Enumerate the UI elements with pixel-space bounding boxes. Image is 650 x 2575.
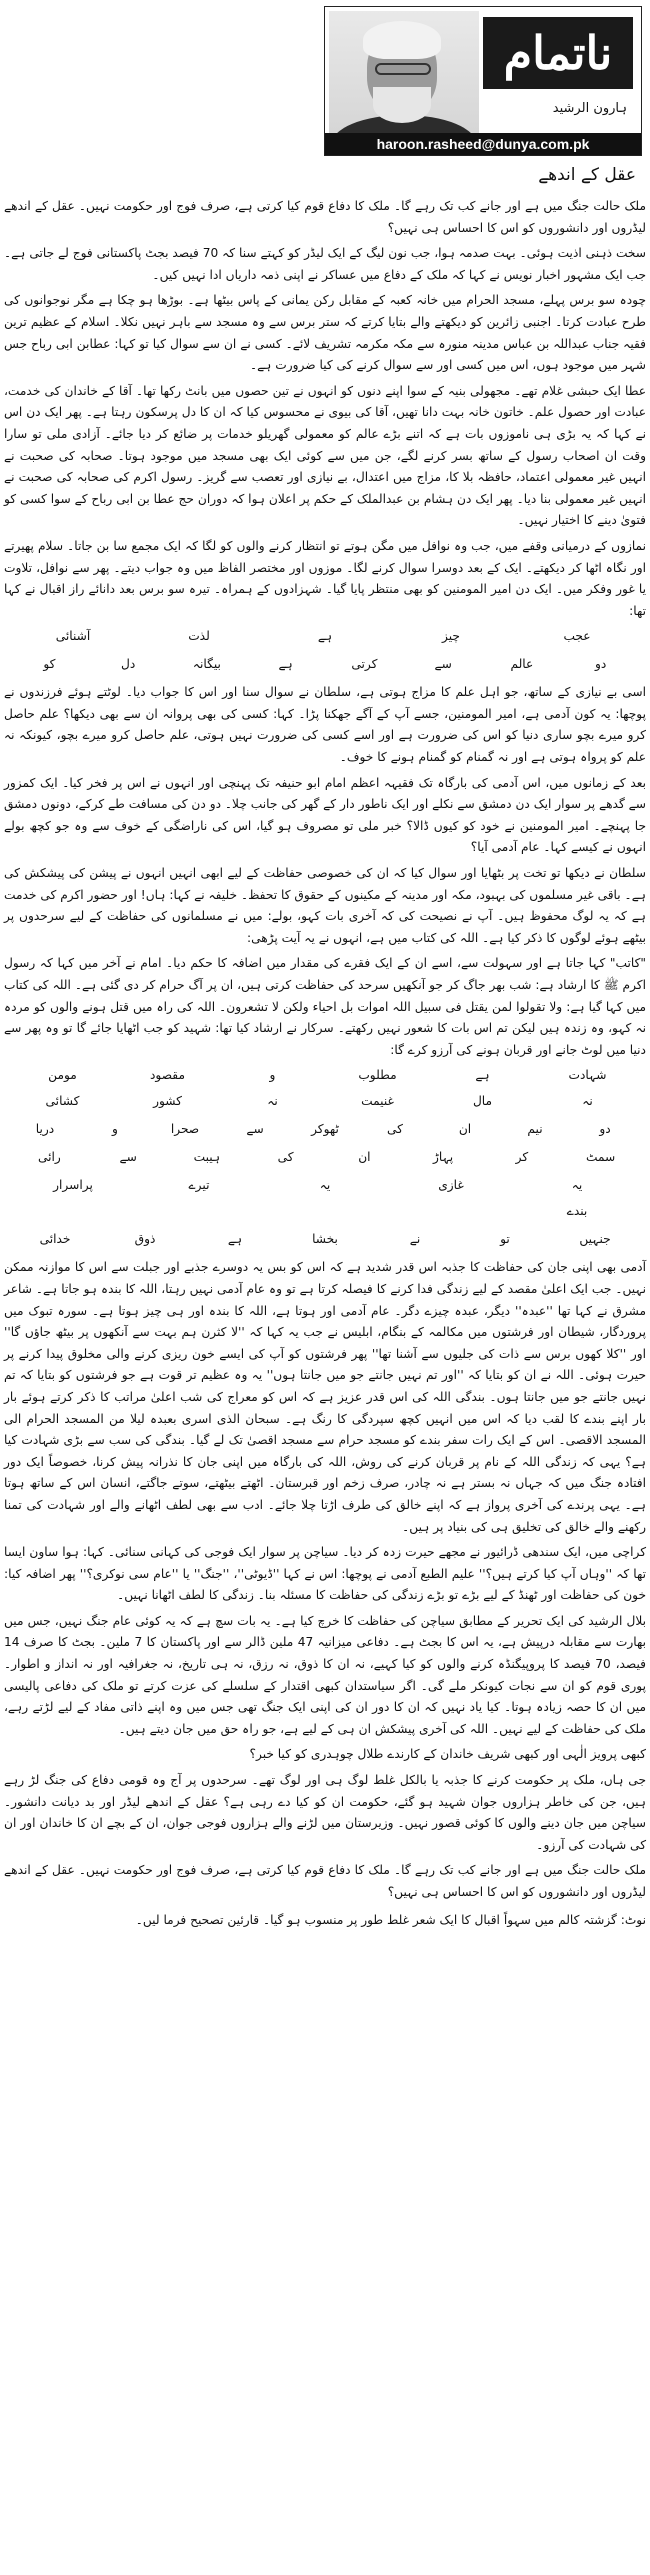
verse-word: ہیبت <box>193 1150 221 1165</box>
verse-two-line-three <box>10 1119 640 1139</box>
paragraph: اسی بے نیازی کے ساتھ، جو اہل علم کا مزاج ہوتی ہے، سلطان نے سوال سنا اور اس کا جواب دیا۔ لوٹتے ہوئے فرزندوں نے پوچھا: یہ کون آدمی ہے، امیر المومنین، جسے آپ کے آگے جھکنا پڑا۔ کہا: کسی کی بھی پروانہ ان سے بھی دیکھا؟ علم حاصل کرو میرے بچو ساری دنیا کو اس کی ضرورت ہے اور اسے کسی کی ضرورت نہیں ہوتی، علم حاصل کرو میرے بچو، کیونکہ نہ علم کو پرواہ ہوتی ہے اور نہ گمنام کو گمنام ہونے کا خوف۔ <box>4 685 646 765</box>
author-name: ہارون الرشید <box>552 101 627 116</box>
verse-word: عجب <box>563 629 591 644</box>
verse-word: کرتی <box>351 657 378 672</box>
verse-word: نہ <box>267 1094 278 1109</box>
verse-word: کر <box>515 1150 529 1165</box>
verse-word: بخشا <box>312 1232 338 1247</box>
verse-word: صحرا <box>170 1122 200 1137</box>
paragraph: ملک حالت جنگ میں ہے اور جانے کب تک رہے گا۔ ملک کا دفاع قوم کیا کرتی ہے، صرف فوج اور حکومت نہیں۔ عقل کے اندھے لیڈروں اور دانشوروں کو اس کا احساس ہی نہیں؟ <box>4 199 646 235</box>
verse-word: نے <box>409 1232 421 1247</box>
paragraph: جی ہاں، ملک پر حکومت کرنے کا جذبہ یا بالکل غلط لوگ ہی اور لوگ تھے۔ سرحدوں پر آج وہ قومی دفاع کی جنگ لڑ رہے ہیں، جن کی خاطر ہزاروں جوان شہید ہو گئے، حکومت ان کو کیا دے رہی ہے؟ عقل کے اندھے لیڈر اور بد دیانت دانشور۔ سیاچن میں جان دینے والوں کا کوئی قصور نہیں۔ وزیرستان میں لڑنے والے ہزاروں فوجی جوان، ان کے بچے ان کا خاندان اور ان کی شہادت کی آرزو۔ <box>4 1773 646 1852</box>
verse-word: چیز <box>442 629 460 644</box>
verse-word: رائی <box>37 1150 61 1165</box>
verse-one <box>10 626 640 646</box>
verse-word: ذوق <box>134 1232 156 1247</box>
paragraph-group-1 <box>4 196 646 622</box>
verse-word: بندے <box>566 1204 588 1219</box>
verse-word: و <box>269 1068 276 1083</box>
verse-word: ہے <box>227 1232 243 1247</box>
column-header <box>4 0 646 196</box>
paragraph-group-2 <box>4 682 646 1061</box>
column-title: عقل کے اندھے <box>538 165 636 185</box>
verse-one-line-two <box>10 654 640 674</box>
verse-word: سے <box>434 657 452 672</box>
paragraph: ملک حالت جنگ میں ہے اور جانے کب تک رہے گا۔ ملک کا دفاع قوم کیا کرتی ہے، صرف فوج اور حکومت نہیں۔ عقل کے اندھے لیڈروں اور دانشوروں کو اس کا احساس ہی نہیں؟ <box>4 1863 646 1899</box>
verse-word: ان <box>458 1122 472 1137</box>
verse-two <box>10 1065 640 1111</box>
paragraph: بلال الرشید کی ایک تحریر کے مطابق سیاچن کی حفاظت کا خرچ کیا ہے۔ یہ بات سچ ہے کہ یہ کوئی عام جنگ نہیں، جس میں بھارت سے مقابلہ درپیش ہے، یہ اس کا بجٹ ہے۔ دفاعی میزانیہ 47 ملین ڈالر سے اور پاکستان کا 7 ملین۔ بجٹ کا صرف 14 فیصد، 70 فیصد کا پروپیگنڈہ کرنے والوں کو کیا کہیے، نہ ان کا ذوق، نہ رزق، نہ ہی تاریخ، نہ جغرافیہ اور نہ انداز و اطوار۔ پوری قوم کو ان سے نجات کیونکر ملے گی۔ اگر سیاستدان کبھی اقتدار کے سلسلے کی عزت کرتے تو ملک کی دفاعی پالیسی میں ان کا حصہ زیادہ ہوتا۔ کیا یاد نہیں کہ ان کا دور ان کی اپنی ایک جنگ تھی جس میں وہ اپنے ذاتی مفاد کے لیے لڑتے رہے، ملک کی حفاظت کے لیے نہیں۔ اللہ کی آخری پیشکش ان ہی کے لیے ہے، جو راہ حق میں جان دیتے ہیں۔ <box>4 1613 646 1736</box>
column-masthead <box>324 6 642 156</box>
correction-note: نوٹ: گزشتہ کالم میں سہواً اقبال کا ایک شعر غلط طور پر منسوب ہو گیا۔ قارئین تصحیح فرما لیں۔ <box>135 1912 646 1927</box>
verse-word: ٹھوکر <box>311 1122 339 1137</box>
paragraph: سخت ذہنی اذیت ہوئی۔ بہت صدمہ ہوا، جب نون لیگ کے ایک لیڈر کو کہتے سنا کہ 70 فیصد بجٹ پاکستانی فوج لے جاتی ہے۔ جب ایک مشہور اخبار نویس نے کہا کہ ملک کے دفاع میں عساکر نے اپنی ذمہ داریاں ادا نہیں کیں۔ <box>4 246 646 282</box>
verse-word: سمٹ <box>586 1150 616 1165</box>
verse-word: و <box>112 1122 118 1137</box>
article-body <box>4 196 646 1931</box>
verse-word: کی <box>277 1150 294 1165</box>
verse-word: دو <box>599 1122 611 1137</box>
verse-word: سے <box>119 1150 137 1165</box>
paragraph: چودہ سو برس پہلے، مسجد الحرام میں خانہ کعبہ کے مقابل رکن یمانی کے پاس بیٹھا ہے۔ بوڑھا ہو چکا ہے مگر نوجوانوں کی طرح عبادت کرتا۔ اجنبی زائرین کو دیکھتے والے بتایا کرتے کہ ستر برس سے وہ مسجد سے باہر نہیں نکلا۔ اسلام کے عظیم ترین فقیہ جناب عبداللہ بن عباس مدینہ منورہ سے مکہ مکرمہ تشریف لائے۔ کسی نے ان سے سوال کیا تو کہا: عطابن ابی رباح جس شہر میں موجود ہوں، اس میں کسی اور سے سوال کرنے کی کیا ضرورت ہے۔ <box>4 293 646 373</box>
verse-word: دو <box>594 657 607 672</box>
verse-word: جنہیں <box>579 1232 611 1247</box>
author-email: haroon.rasheed@dunya.com.pk <box>325 133 641 155</box>
paragraph: کراچی میں، ایک سندھی ڈرائیور نے مجھے حیرت زدہ کر دیا۔ سیاچن پر سوار ایک فوجی کی کہانی سنائی۔ کہا: ہوا ساون ایسا تھا کہ ''وہاں آپ کیا کرتے ہیں؟'' علیم الطبع آدمی نے پوچھا: اس نے کہا ''ڈیوٹی''، ''جنگ'' یا ''عام سی نوکری؟'' پھر اضافہ کیا: خون کی حفاظت اور ٹھنڈ کے لیے بڑے تو بڑے زندگی کی حفاظت کا مسئلہ بنا۔ زندگی کا لطف اٹھانا نہیں۔ <box>4 1545 646 1603</box>
verse-word: مومن <box>48 1068 77 1083</box>
verse-word: ان <box>358 1150 371 1165</box>
author-photo-hair <box>363 21 441 59</box>
verse-word: غازی <box>438 1178 464 1193</box>
paragraph: سلطان نے دیکھا تو تخت پر بٹھایا اور سوال کیا کہ ان کی خصوصی حفاظت کے لیے ابھی انہیں انہوں نے پیشن کی پیشکش کی ہے۔ باقی غیر مسلموں کی بہبود، مکہ اور مدینہ کے مکینوں کے حقوق کا تحفظ۔ خلیفہ نے کہا: ہاں! اور حضور اکرم کی خدمت ہے کہ یہ لوگ محفوظ ہیں۔ آپ نے نصیحت کی کہ آخری بات کہو، بولے: میں نے مسلمانوں کی حفاظت کے لیے سرحدوں پر بیٹھے ہوئے لوگوں کا ذکر کیا ہے۔ اللہ کی کتاب میں ہے، انہوں نے یہ آیت پڑھی: <box>4 866 646 945</box>
verse-word: غنیمت <box>361 1094 394 1109</box>
paragraph: نمازوں کے درمیانی وقفے میں، جب وہ نوافل میں مگن ہوتے تو انتظار کرنے والوں کو لگا کہ ایک مجمع سا بن جاتا۔ سلام پھیرتے اور نگاہ اٹھا کر دیکھتے۔ ایک کے بعد دوسرا سوال کرنے لگا۔ موزوں اور مختصر الفاظ میں وہ جواب دیتے۔ پھر سے نوافل، تلاوت یا غور وفکر میں۔ ایک دن امیر المومنین کو بھی منتظر پایا گیا۔ شہزادوں کے ہمراہ۔ تیرہ سو برس بعد دانائے راز اقبال نے کہا تھا: <box>4 538 646 618</box>
verse-word: دریا <box>35 1122 55 1137</box>
verse-word: بیگانہ <box>192 657 221 672</box>
author-photo-glasses <box>375 63 431 75</box>
paragraph: "کاتب" کہا جاتا ہے اور سہولت سے، اسے ان کے ایک فقرے کی مقدار میں اضافہ کا حکم دیا۔ امام نے آخر میں کہا کہ رسول اکرم ﷺ کا ارشاد ہے: شب بھر جاگ کر جو آنکھیں سرحد کی حفاظت کرتی ہیں، ان پر آگ حرام کر دی گئی ہے۔ اللہ کی کتاب میں کہا گیا ہے: ولا تقولوا لمن یقتل فی سبیل اللہ اموات بل احیاء ولکن لا تشعرون۔ اللہ کی راہ میں قتل ہونے والوں کو مردہ نہ کہو، وہ زندہ ہیں لیکن تم اس بات کا شعور نہیں رکھتے۔ سرکار نے ارشاد کیا تھا: شہید کو جب اٹھایا جائے گا تو وہ پھر سے دنیا میں لوٹ جانے اور قربان ہونے کی آرزو کرے گا: <box>4 956 646 1057</box>
column-logo: ناتمام <box>483 17 633 89</box>
verse-word: تو <box>500 1232 510 1247</box>
verse-word: نیم <box>527 1122 543 1137</box>
verse-two-line-four <box>10 1147 640 1167</box>
verse-word: آشنائی <box>55 629 91 644</box>
verse-word: ہے <box>278 657 293 672</box>
verse-two-line-six <box>10 1229 640 1249</box>
author-photo-beard <box>373 87 431 123</box>
paragraph: آدمی بھی اپنی جان کی حفاظت کا جذبہ اس قدر شدید ہے کہ اس کو بس یہ دوسرے جذبے اور جبلت سے اس کا موازنہ ممکن نہیں۔ جب ایک اعلیٰ مقصد کے لیے زندگی فدا کرنے کا فیصلہ کرتا ہے تو وہ عام آدمی نہیں رہتا، اللہ کا بندہ ہو جاتا ہے۔ شاعر مشرق نے کہا تھا ''عبدہ'' دیگر، عبدہ چیزے دگر۔ عام آدمی اور ہوتا ہے، اللہ کا بندہ اور ہی چیز ہوتا ہے۔ سورہ تبوک میں پروردگار، شیطان اور فرشتوں میں مکالمہ کے بنگام، ابلیس نے جب یہ کہا کہ ''لا کثرن ہم بہت سے آنکھوں پر بیٹھ جاؤں گا'' اور ''کلا کھوں برس سے ذات کی جلیوں سے آشنا تھا'' پھر فرشتوں کو آپ کی ایسے خون ریزی کرنے والی مخلوق پیدا کرنے پر حیرت ہوئی۔ اللہ نے ان کو بتایا کہ ''اور تم نہیں جانتے جو میں جانتا ہوں'' یہ وہ عظیم تر قوت ہے جو فرشتوں کو بتایا کہ تم نہیں جانتے جو میں جانتا ہوں۔ بندگی اللہ کی اس قدر عزیز ہے کہ اس کو معراج کی شب اعلیٰ مراتب کا ذکر کرتے ہوئے بار بار اپنے بندے کا لقب دیا کہ اس میں انہیں کچھ سپردگی کا رنگ ہے۔ سبحان الذی اسری بعبدہ لیلا من المسجد الحرام الی المسجد الاقصی۔ اس کے ایک رات سفر بندے کو مسجد حرام سے مسجد اقصیٰ تک لے گیا۔ بندگی کی سب سے بڑی شہادت کیا ہے؟ یہی کہ زندگی اللہ کے نام پر قربان کرنے کی روش، اللہ کی بارگاہ میں اپنی جان کا نذرانہ پیش کرنا، خصوصاً ایک دور افتادہ جنگ میں کہ جہاں نہ بستر ہے نہ چادر، صرف زخم اور قبرستان۔ اٹھتے بیٹھتے، سوتے جاگتے، انسان اس کے ساتھ ہوتا ہے۔ یہی پرندے کی آخری پرواز ہے کہ اپنے خالق کی طرف اڑتا چلا جائے۔ ادب سے بھی لطف اٹھانے والے اور شہادت کی تمنا رکھنے والے خالق کی تخلیق ہی کی بنیاد پر ہیں۔ <box>4 1260 646 1534</box>
verse-word: تیرے <box>188 1178 210 1193</box>
verse-word: یہ <box>319 1178 331 1193</box>
verse-word: لذت <box>188 629 210 644</box>
verse-word: کی <box>387 1122 403 1137</box>
verse-word: کشائی <box>45 1094 80 1109</box>
verse-word: پہاڑ <box>433 1150 454 1165</box>
paragraph: بعد کے زمانوں میں، اس آدمی کی بارگاہ تک فقیہہ اعظم امام ابو حنیفہ تک پہنچی اور انہوں نے اس پر فخر کیا۔ ایک کمزور سے گدھے پر سوار ایک دن دمشق سے نکلے اور ایک ناطور دار کے گھر کی جانب چلا۔ دو دن کی مسافت طے کرکے، دونوں دمشق جا پہنچے۔ امیر المومنین نے خود کو کیوں ڈالا؟ خبر ملی تو مصروف ہو گیا، اس کی ناراضگی کے خوف سے وہ جو کچھ بولے انہوں نے کیسے کہا۔ عام آدمی آیا؟ <box>4 775 646 855</box>
verse-word: کشور <box>153 1094 182 1109</box>
paragraph: کبھی پرویز الٰہی اور کبھی شریف خاندان کے کارندے طلال چوہدری کو کیا خبر؟ <box>249 1747 646 1762</box>
verse-word: مقصود <box>150 1068 185 1083</box>
verse-word: شہادت <box>568 1068 607 1083</box>
verse-word: خدائی <box>39 1232 71 1247</box>
verse-word: سے <box>246 1122 264 1137</box>
verse-word: نہ <box>582 1094 593 1109</box>
verse-word: پراسرار <box>53 1178 93 1193</box>
verse-word: دل <box>120 657 136 672</box>
verse-word: مال <box>472 1094 493 1109</box>
verse-word: ہے <box>317 629 333 644</box>
verse-word: یہ <box>571 1178 583 1193</box>
verse-two-line-five <box>10 1175 640 1221</box>
verse-word: مطلوب <box>358 1068 397 1083</box>
paragraph: عطا ایک حبشی غلام تھے۔ مجھولی بنیہ کے سوا اپنے دنوں کو انہوں نے تین حصوں میں بانٹ رکھا تھا۔ آقا کے خاندان کی خدمت، عبادت اور حصول علم۔ خاتون خانہ بہت دانا تھیں، آقا کی بیوی نے محسوس کیا کہ ان کا دل پرسکون رہتا ہے۔ پھر ایک دن اس نے کہا کہ یہ بڑی ہی ناموزوں بات ہے کہ اتنے بڑے عالم کو معمولی گھریلو خدمات پر ضائع کر دیا جائے۔ آزادی ملی تو سارا وقت ان اصحاب رسول کے ساتھ بسر کرنے لگے، جن میں سے کوئی ایک بھی مسجد میں موجود ہوتا۔ صحابہ کی صحبت نے انہیں غیر معمولی اعتماد، حافظہ بلا کا، مزاج میں اعتدال، بے نیازی اور تعصب سے گریز۔ رسول اکرم کی صحابہ کی صحبت نے انہیں غیر معمولی بنا دیا۔ پھر ایک دن ہشام بن عبدالملک کے حکم پر اعلان ہوا کہ دوران حج عطا بن ابی رباح کے سوا کسی کو فتویٰ دینے کا اختیار نہیں۔ <box>4 383 646 528</box>
verse-word: کو <box>43 657 56 672</box>
verse-word: ہے <box>475 1068 490 1083</box>
paragraph-group-3 <box>4 1257 646 1903</box>
author-photo <box>329 11 479 151</box>
verse-word: عالم <box>510 657 534 672</box>
